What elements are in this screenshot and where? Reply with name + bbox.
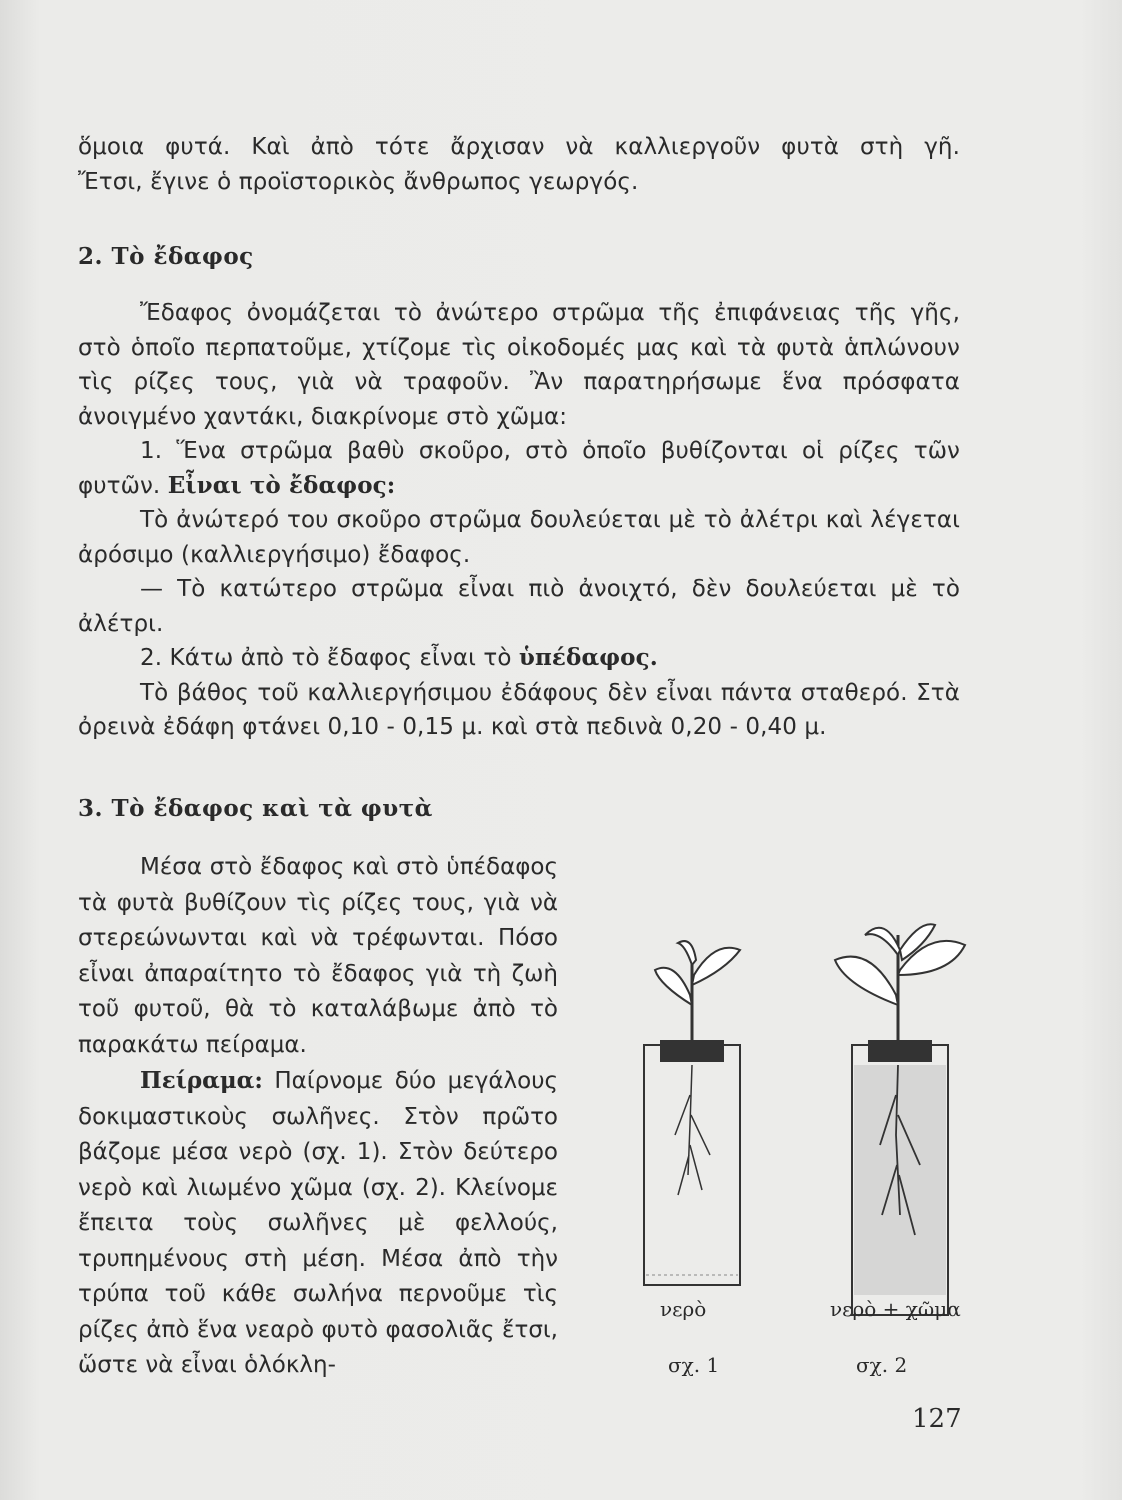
intro-paragraph — [78, 130, 960, 199]
intro-line-1: ὅμοια φυτά. Καὶ ἀπὸ τότε ἄρχισαν νὰ καλλιεργοῦν φυτὰ στὴ γῆ. — [78, 134, 960, 160]
tube-1 — [644, 941, 740, 1285]
experiment-figure — [630, 915, 970, 1375]
section-2-para-1: Ἔδαφος ὀνομάζεται τὸ ἀνώτερο στρῶμα τῆς ἐπιφάνειας τῆς γῆς, στὸ ὁποῖο περπατοῦμε, χτίζομε τὶς οἰκοδομές μας καὶ τὰ φυτὰ ἁπλώνουν τὶς ρίζες τους, γιὰ νὰ τραφοῦν. Ἂν παρατηρήσωμε ἕνα πρόσφατα ἀνοιγμένο χαντάκι, διακρίνομε στὸ χῶμα: — [78, 300, 960, 430]
experiment-text: Παίρνομε δύο μεγάλους δοκιμαστικοὺς σωλῆνες. Στὸν πρῶτο βάζομε μέσα νερὸ (σχ. 1). Στὸν δεύτερο νερὸ καὶ λιωμένο χῶμα (σχ. 2). Κλείνομε ἔπειτα τοὺς σωλῆνες μὲ φελλούς, τρυπημένους στὴ μέση. Μέσα ἀπὸ τὴν τρύπα τοῦ κάθε σωλήνα περνοῦμε τὶς ρίζες ἀπὸ ἕνα νεαρὸ φυτὸ φασολιᾶς ἔτσι, ὥστε νὰ εἶναι ὁλόκλη- — [78, 1068, 558, 1378]
tube-2 — [835, 924, 965, 1315]
section-3-experiment — [78, 1063, 558, 1384]
section-2-sub-2: — Τὸ κατώτερο στρῶμα εἶναι πιὸ ἀνοιχτό, δὲν δουλεύεται μὲ τὸ ἀλέτρι. — [78, 576, 960, 637]
section-2-depth: Τὸ βάθος τοῦ καλλιεργήσιμου ἐδάφους δὲν εἶναι πάντα σταθερό. Στὰ ὀρεινὰ ἐδάφη φτάνει 0,10 - 0,15 μ. καὶ στὰ πεδινὰ 0,20 - 0,40 μ. — [78, 679, 960, 740]
section-2-item-1 — [78, 434, 960, 503]
item-1-term: Εἶναι τὸ ἔδαφος: — [167, 471, 396, 499]
section-2-heading: 2. Τὸ ἔδαφος — [78, 243, 254, 270]
experiment-term: Πείραμα: — [140, 1067, 263, 1094]
section-3-heading: 3. Τὸ ἔδαφος καὶ τὰ φυτὰ — [78, 795, 433, 822]
item-1-text: 1. Ἕνα στρῶμα βαθὺ σκοῦρο, στὸ ὁποῖο βυθίζονται οἱ ρίζες τῶν φυτῶν. — [78, 438, 960, 499]
page-number: 127 — [912, 1404, 962, 1434]
tube-2-label: νερὸ + χῶμα — [830, 1297, 961, 1321]
section-3-body — [78, 850, 558, 1384]
section-2-item-2 — [78, 641, 960, 676]
section-2-body — [78, 296, 960, 745]
caption-2: σχ. 2 — [856, 1353, 908, 1377]
item-2-text: 2. Κάτω ἀπὸ τὸ ἔδαφος εἶναι τὸ — [140, 645, 512, 671]
section-3-para-1: Μέσα στὸ ἔδαφος καὶ στὸ ὑπέδαφος τὰ φυτὰ βυθίζουν τὶς ρίζες τους, γιὰ νὰ στερεώνωνται καὶ νὰ τρέφωνται. Πόσο εἶναι ἀπαραίτητο τὸ ἔδαφος γιὰ τὴ ζωὴ τοῦ φυτοῦ, θὰ τὸ καταλάβωμε ἀπὸ τὸ παρακάτω πείραμα. — [78, 854, 558, 1058]
section-2-sub-1: Τὸ ἀνώτερό του σκοῦρο στρῶμα δουλεύεται μὲ τὸ ἀλέτρι καὶ λέγεται ἀρόσιμο (καλλιεργήσιμο) ἔδαφος. — [78, 507, 960, 568]
intro-line-2: Ἔτσι, ἔγινε ὁ προϊστορικὸς ἄνθρωπος γεωργός. — [78, 168, 639, 195]
caption-1: σχ. 1 — [668, 1353, 720, 1377]
item-2-term: ὑπέδαφος. — [518, 644, 658, 671]
tube-1-label: νερὸ — [660, 1297, 707, 1321]
